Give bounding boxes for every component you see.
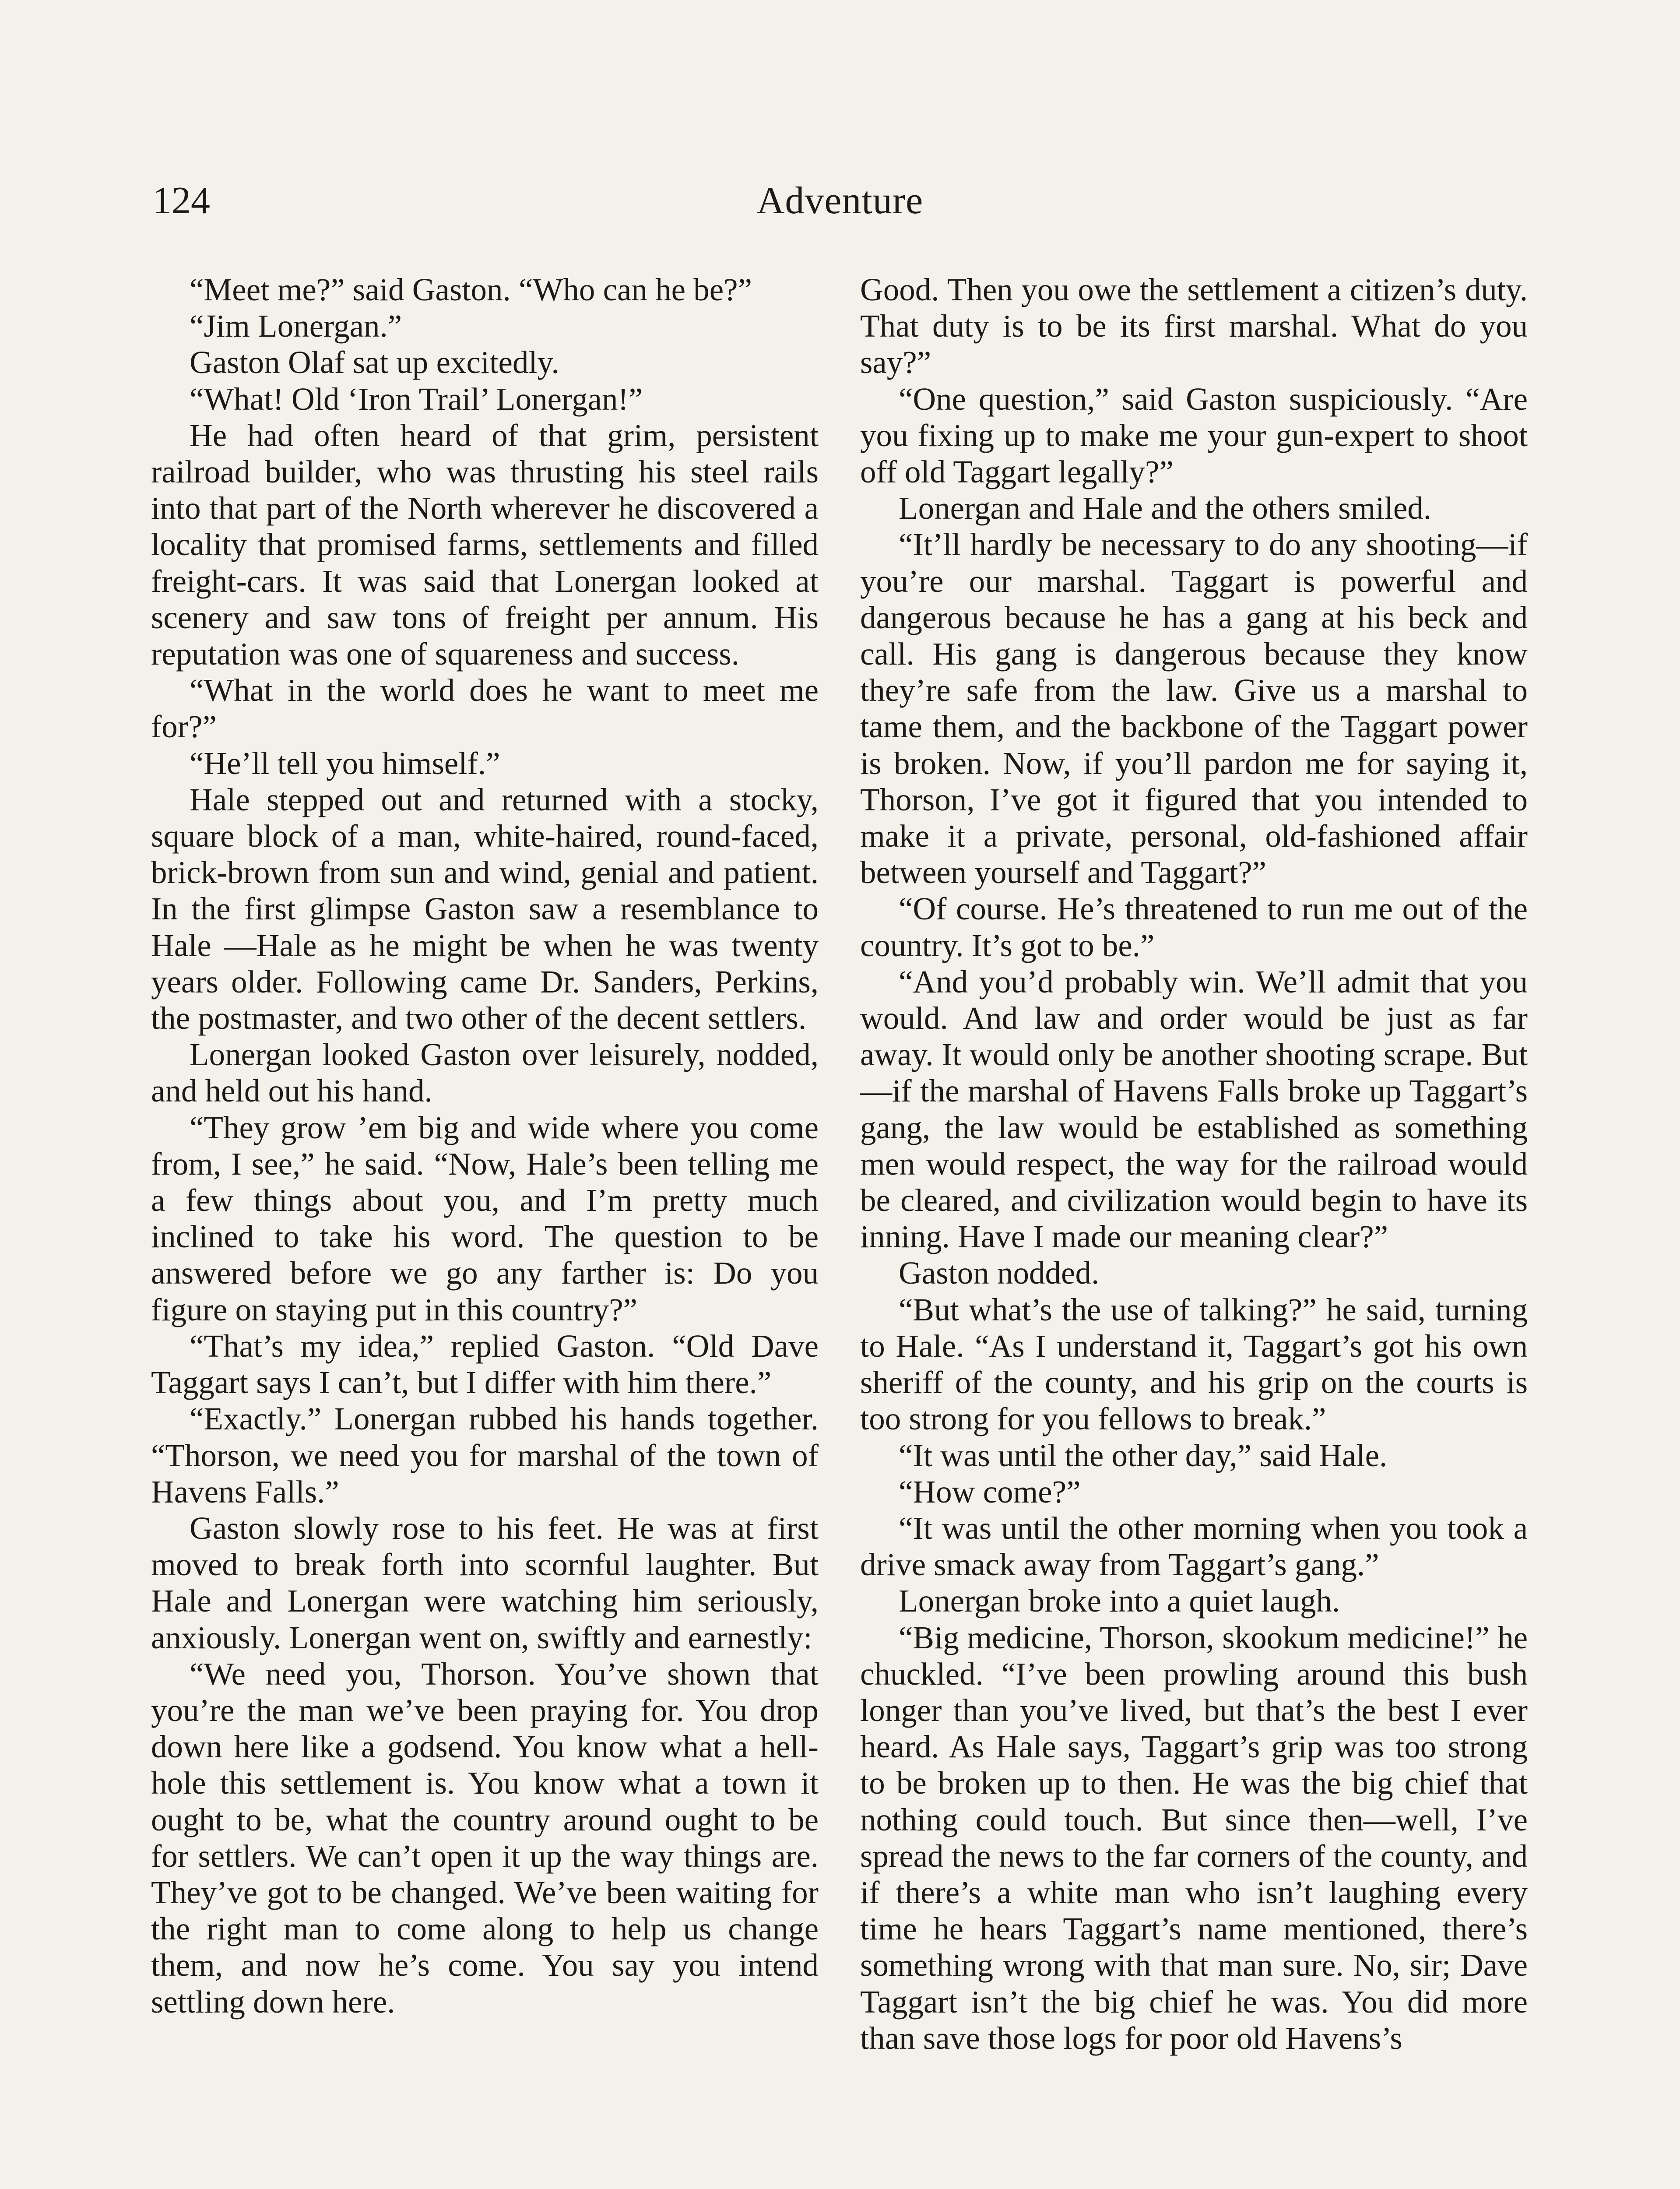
paragraph: “What! Old ‘Iron Trail’ Lonergan!” bbox=[190, 381, 643, 417]
paragraph: “It’ll hardly be necessary to do any shooting—if you’re our marshal. Taggart is powerful and dangerous because he has a gang at his beck and call. His gang is dangerous because they know they’re safe from the law. Give us a marshal to tame them, and the backbone of the Taggart power is broken. Now, if you’ll pardon me for saying it, Thorson, I’ve got it figured that you intended to make it a private, personal, old-fashioned affair between yourself and Taggart?” bbox=[860, 527, 1528, 890]
paragraph: “Meet me?” said Gaston. “Who can he be?” bbox=[190, 272, 752, 307]
paragraph: “And you’d probably win. We’ll admit that you would. And law and order would be just as far away. It would only be another shooting scrape. But—if the marshal of Havens Falls broke up Taggart’s gang, the law would be established as something men would respect, the way for the railroad would be cleared, and civilization would begin to have its inning. Have I made our meaning clear?” bbox=[860, 964, 1528, 1255]
paragraph: Gaston Olaf sat up excitedly. bbox=[190, 345, 559, 380]
paragraph: Good. Then you owe the settlement a citizen’s duty. That duty is to be its first marshal. What do you say?” bbox=[860, 272, 1528, 380]
paragraph: Lonergan broke into a quiet laugh. bbox=[899, 1583, 1340, 1619]
paragraph: Lonergan looked Gaston over leisurely, nodded, and held out his hand. bbox=[151, 1037, 819, 1109]
paragraph: Lonergan and Hale and the others smiled. bbox=[899, 490, 1431, 526]
paragraph: “One question,” said Gaston suspiciously. “Are you fixing up to make me your gun-expert to shoot off old Taggart legally?” bbox=[860, 381, 1528, 490]
right-column bbox=[860, 271, 1528, 2056]
paragraph: “It was until the other day,” said Hale. bbox=[899, 1437, 1388, 1473]
paragraph: Hale stepped out and returned with a stocky, square block of a man, white-haired, round-faced, brick-brown from sun and wind, genial and patient. In the first glimpse Gaston saw a resemblance to Hale —Hale as he might be when he was twenty years older. Following came Dr. Sanders, Perkins, the postmaster, and two other of the decent settlers. bbox=[151, 781, 819, 1036]
left-column bbox=[151, 271, 819, 2020]
paragraph: Gaston nodded. bbox=[899, 1255, 1100, 1291]
paragraph: “It was until the other morning when you took a drive smack away from Taggart’s gang.” bbox=[860, 1510, 1528, 1583]
paragraph: “What in the world does he want to meet me for?” bbox=[151, 672, 819, 745]
paragraph: “That’s my idea,” replied Gaston. “Old Dave Taggart says I can’t, but I differ with him there.” bbox=[151, 1328, 819, 1401]
paragraph: “Exactly.” Lonergan rubbed his hands together. “Thorson, we need you for marshal of the town of Havens Falls.” bbox=[151, 1401, 819, 1510]
paragraph: “How come?” bbox=[899, 1474, 1081, 1510]
paragraph: “Jim Lonergan.” bbox=[190, 308, 402, 344]
paragraph: “They grow ’em big and wide where you come from, I see,” he said. “Now, Hale’s been telling me a few things about you, and I’m pretty much inclined to take his word. The question to be answered before we go any farther is: Do you figure on staying put in this country?” bbox=[151, 1109, 819, 1327]
running-head-title: Adventure bbox=[756, 179, 924, 222]
paragraph: He had often heard of that grim, persistent railroad builder, who was thrusting his steel rails into that part of the North wherever he discovered a locality that promised farms, settlements and filled freight-cars. It was said that Lonergan looked at scenery and saw tons of freight per annum. His reputation was one of squareness and success. bbox=[151, 417, 819, 672]
paragraph: “But what’s the use of talking?” he said, turning to Hale. “As I understand it, Taggart’s got his own sheriff of the county, and his grip on the courts is too strong for you fellows to break.” bbox=[860, 1292, 1528, 1437]
paragraph: “Big medicine, Thorson, skookum medicine!” he chuckled. “I’ve been prowling around this bush longer than you’ve lived, but that’s the best I ever heard. As Hale says, Taggart’s grip was too strong to be broken up to then. He was the big chief that nothing could touch. But since then—well, I’ve spread the news to the far corners of the county, and if there’s a white man who isn’t laughing every time he hears Taggart’s name mentioned, there’s something wrong with that man sure. No, sir; Dave Taggart isn’t the big chief he was. You did more than save those logs for poor old Havens’s bbox=[860, 1619, 1528, 2056]
paragraph: “We need you, Thorson. You’ve shown that you’re the man we’ve been praying for. You drop down here like a godsend. You know what a hell-hole this settlement is. You know what a town it ought to be, what the country around ought to be for settlers. We can’t open it up the way things are. They’ve got to be changed. We’ve been waiting for the right man to come along to help us change them, and now he’s come. You say you intend settling down here. bbox=[151, 1656, 819, 2020]
paragraph: “Of course. He’s threatened to run me out of the country. It’s got to be.” bbox=[860, 891, 1528, 963]
page-number: 124 bbox=[152, 179, 210, 222]
paragraph: Gaston slowly rose to his feet. He was at first moved to break forth into scornful laughter. But Hale and Lonergan were watching him seriously, anxiously. Lonergan went on, swiftly and earnestly: bbox=[151, 1510, 819, 1655]
paragraph: “He’ll tell you himself.” bbox=[190, 745, 500, 781]
